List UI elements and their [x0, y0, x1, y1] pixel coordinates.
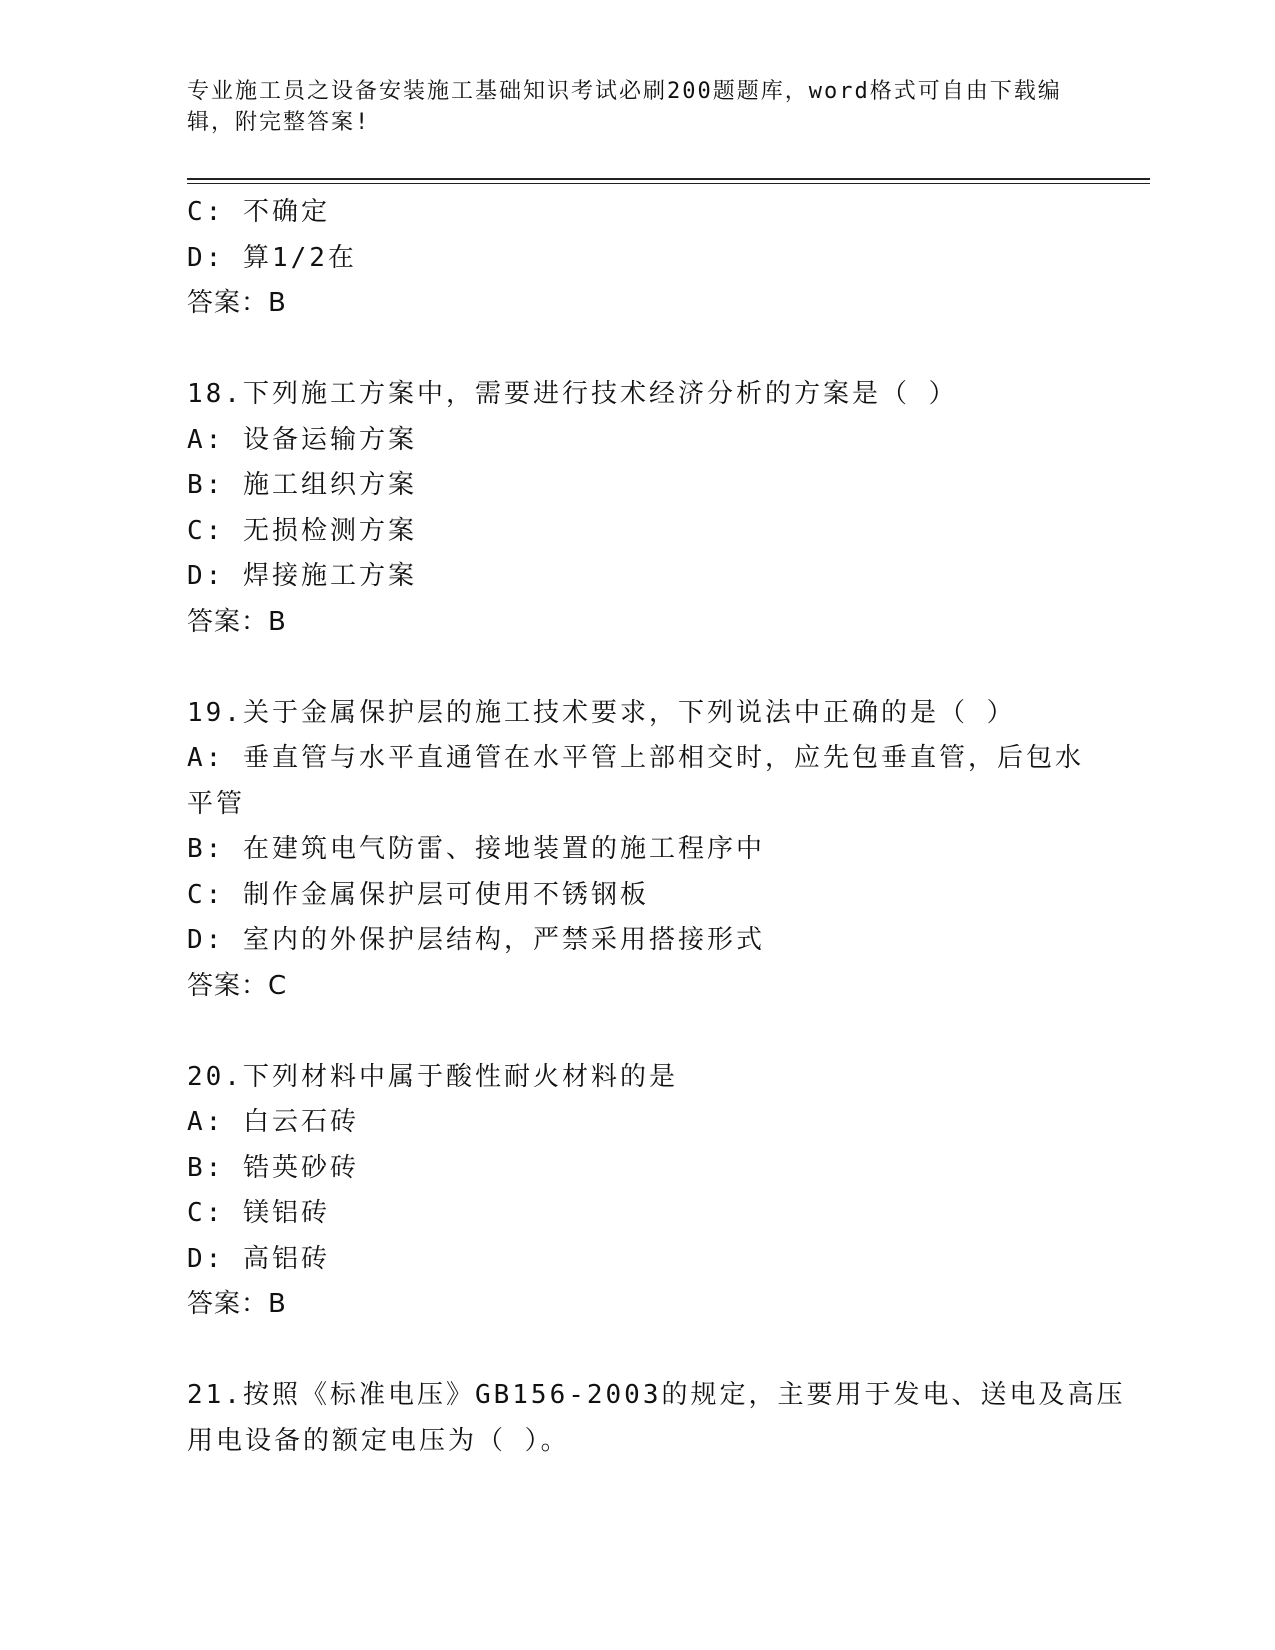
- spacer: [187, 645, 1067, 691]
- question-stem: 19.关于金属保护层的施工技术要求，下列说法中正确的是（ ）: [187, 697, 1016, 728]
- answer-label: 答案：B: [187, 288, 287, 318]
- option-b: B: 锆英砂砖: [187, 1152, 359, 1183]
- option-a-continued: 平管: [187, 788, 246, 819]
- option-c: C: 无损检测方案: [187, 515, 417, 546]
- question-stem: 18.下列施工方案中，需要进行技术经济分析的方案是（ ）: [187, 379, 958, 409]
- spacer: [187, 1009, 1067, 1055]
- spacer: [187, 327, 1067, 373]
- page-header-title: 专业施工员之设备安装施工基础知识考试必刷200题题库，word格式可自由下载编辑，附完整答案!: [187, 79, 1062, 135]
- option-c: C: 不确定: [187, 197, 330, 227]
- option-b: B: 施工组织方案: [187, 470, 417, 500]
- option-d: D: 高铝砖: [187, 1243, 330, 1274]
- header-divider: [187, 178, 1150, 184]
- answer-label: 答案：C: [187, 970, 288, 1001]
- option-d: D: 焊接施工方案: [187, 561, 417, 591]
- option-a: A: 白云石砖: [187, 1107, 359, 1137]
- option-b: B: 在建筑电气防雷、接地装置的施工程序中: [187, 834, 765, 864]
- answer-label: 答案：B: [187, 606, 287, 637]
- option-d: D: 室内的外保护层结构，严禁采用搭接形式: [187, 925, 765, 955]
- question-stem-continued: 用电设备的额定电压为（ ）。: [187, 1425, 570, 1456]
- option-c: C: 制作金属保护层可使用不锈钢板: [187, 879, 649, 910]
- option-c: C: 镁铝砖: [187, 1198, 330, 1228]
- option-a: A: 设备运输方案: [187, 424, 417, 455]
- option-d: D: 算1/2在: [187, 242, 357, 273]
- answer-label: 答案：B: [187, 1289, 287, 1319]
- option-a: A: 垂直管与水平直通管在水平管上部相交时，应先包垂直管，后包水: [187, 743, 1084, 773]
- question-stem: 21.按照《标准电压》GB156-2003的规定，主要用于发电、送电及高压: [187, 1380, 1126, 1410]
- question-content: [187, 190, 1126, 1464]
- question-stem: 20.下列材料中属于酸性耐火材料的是: [187, 1061, 678, 1092]
- spacer: [187, 1328, 1067, 1374]
